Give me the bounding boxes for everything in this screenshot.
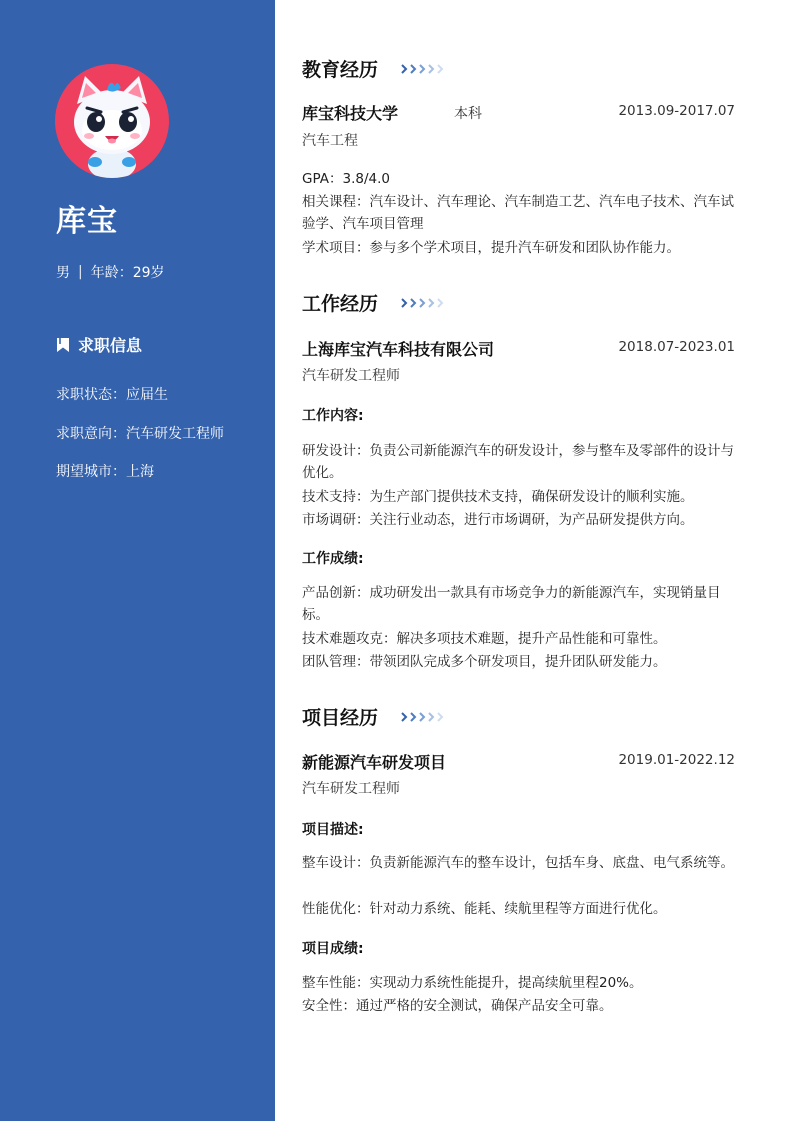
work-title: 工作经历 <box>302 293 379 315</box>
job-city: 期望城市：上海 <box>56 464 154 480</box>
project-heading <box>302 703 448 730</box>
chevrons-decoration-icon <box>400 710 448 724</box>
related-courses: 相关课程：汽车设计、汽车理论、汽车制造工艺、汽车电子技术、汽车试验学、汽车项目管理 <box>302 194 734 232</box>
project-result-item: 整车性能：实现动力系统性能提升，提高续航里程20%。 <box>302 975 643 991</box>
work-result-item: 技术难题攻克：解决多项技术难题，提升产品性能和可靠性。 <box>302 631 667 647</box>
work-result-item: 产品创新：成功研发出一款具有市场竞争力的新能源汽车，实现销量目标。 <box>302 585 721 623</box>
project-result-label: 项目成绩: <box>302 941 364 957</box>
work-content-item: 技术支持：为生产部门提供技术支持，确保研发设计的顺利实施。 <box>302 489 694 505</box>
education-heading <box>302 55 448 82</box>
candidate-name: 库宝 <box>56 204 118 239</box>
chevrons-decoration-icon <box>400 62 448 76</box>
project-name: 新能源汽车研发项目 <box>302 753 447 772</box>
work-role: 汽车研发工程师 <box>302 368 400 384</box>
gpa: GPA：3.8/4.0 <box>302 171 390 187</box>
gender: 男 <box>56 265 70 281</box>
work-period: 2018.07-2023.01 <box>618 339 735 355</box>
age: 年龄：29岁 <box>90 265 165 281</box>
bookmark-icon <box>56 337 70 353</box>
work-header-row <box>302 337 735 359</box>
main-content <box>275 0 792 1121</box>
sidebar <box>0 0 275 1121</box>
basic-info <box>56 262 165 282</box>
project-period: 2019.01-2022.12 <box>618 752 735 768</box>
avatar <box>55 64 169 178</box>
job-status: 求职状态：应届生 <box>56 387 168 403</box>
work-result-label: 工作成绩: <box>302 551 364 567</box>
work-content-item: 研发设计：负责公司新能源汽车的研发设计，参与整车及零部件的设计与优化。 <box>302 443 734 481</box>
job-intent-list <box>56 385 224 501</box>
cat-mascot-icon <box>55 64 169 178</box>
work-result-item: 团队管理：带领团队完成多个研发项目，提升团队研发能力。 <box>302 654 667 670</box>
work-heading <box>302 289 448 316</box>
major: 汽车工程 <box>302 133 358 149</box>
project-desc-item: 性能优化：针对动力系统、能耗、续航里程等方面进行优化。 <box>302 901 667 917</box>
education-period: 2013.09-2017.07 <box>618 103 735 119</box>
project-title: 项目经历 <box>302 707 379 729</box>
job-intent-title: 求职信息 <box>78 336 143 355</box>
education-title: 教育经历 <box>302 59 379 81</box>
project-desc-item: 整车设计：负责新能源汽车的整车设计，包括车身、底盘、电气系统等。 <box>302 855 734 871</box>
project-role: 汽车研发工程师 <box>302 781 400 797</box>
project-result-item: 安全性：通过严格的安全测试，确保产品安全可靠。 <box>302 998 613 1014</box>
project-header-row <box>302 750 735 772</box>
education-header-row <box>302 101 735 123</box>
school-name: 库宝科技大学 <box>302 104 399 123</box>
work-content-item: 市场调研：关注行业动态，进行市场调研，为产品研发提供方向。 <box>302 512 694 528</box>
info-separator: | <box>78 264 83 280</box>
job-intent-heading <box>56 333 142 356</box>
degree: 本科 <box>454 106 482 122</box>
chevrons-decoration-icon <box>400 296 448 310</box>
work-content-label: 工作内容: <box>302 408 364 424</box>
project-desc-label: 项目描述: <box>302 822 364 838</box>
academic-projects: 学术项目：参与多个学术项目，提升汽车研发和团队协作能力。 <box>302 240 680 256</box>
job-target: 求职意向：汽车研发工程师 <box>56 425 224 442</box>
company-name: 上海库宝汽车科技有限公司 <box>302 340 495 359</box>
